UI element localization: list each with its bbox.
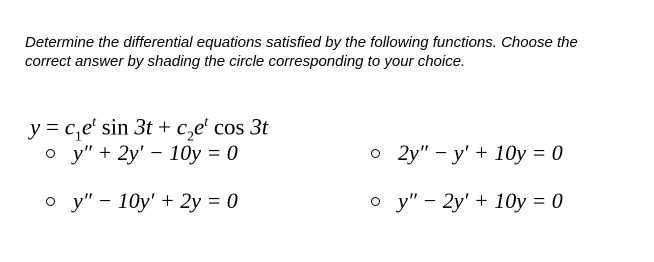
radio-circle-icon[interactable] (46, 149, 55, 158)
c1-coefficient: c (64, 114, 75, 140)
instructions-line-2: correct answer by shading the circle corresponding to your choice. (25, 53, 466, 70)
exp-power-1: t (92, 115, 97, 130)
option-b-equation: 2y″ − y′ + 10y = 0 (398, 140, 563, 165)
instructions-line-1: Determine the differential equations satisfied by the following functions. Choose the (25, 34, 578, 51)
answer-option-a[interactable] (46, 140, 238, 166)
exp-base-1: e (81, 114, 93, 140)
sin-argument: 3t (134, 114, 153, 140)
radio-circle-icon[interactable] (371, 197, 380, 206)
option-d-equation: y″ − 2y′ + 10y = 0 (398, 188, 563, 213)
given-function: $y = c_1e^t$ $\sin 3t + c_2e^t$ cos 3t (30, 114, 269, 145)
answer-option-b[interactable] (371, 140, 563, 166)
option-c-equation: y″ − 10y′ + 2y = 0 (73, 188, 238, 213)
c2-subscript: 2 (186, 129, 194, 145)
sin-function: sin (101, 114, 129, 140)
c1-subscript: 1 (74, 129, 82, 145)
exp-base-2: e (193, 114, 205, 140)
cos-function: cos (213, 114, 245, 140)
radio-circle-icon[interactable] (371, 149, 380, 158)
question-instructions (25, 33, 645, 71)
answer-option-d[interactable] (371, 188, 563, 214)
exp-power-2: t (204, 115, 209, 130)
radio-circle-icon[interactable] (46, 197, 55, 206)
c2-coefficient: c (176, 114, 187, 140)
cos-argument: 3t (250, 114, 269, 140)
given-lhs: y (30, 114, 41, 140)
answer-option-c[interactable] (46, 188, 238, 214)
option-a-equation: y″ + 2y′ − 10y = 0 (73, 140, 238, 165)
